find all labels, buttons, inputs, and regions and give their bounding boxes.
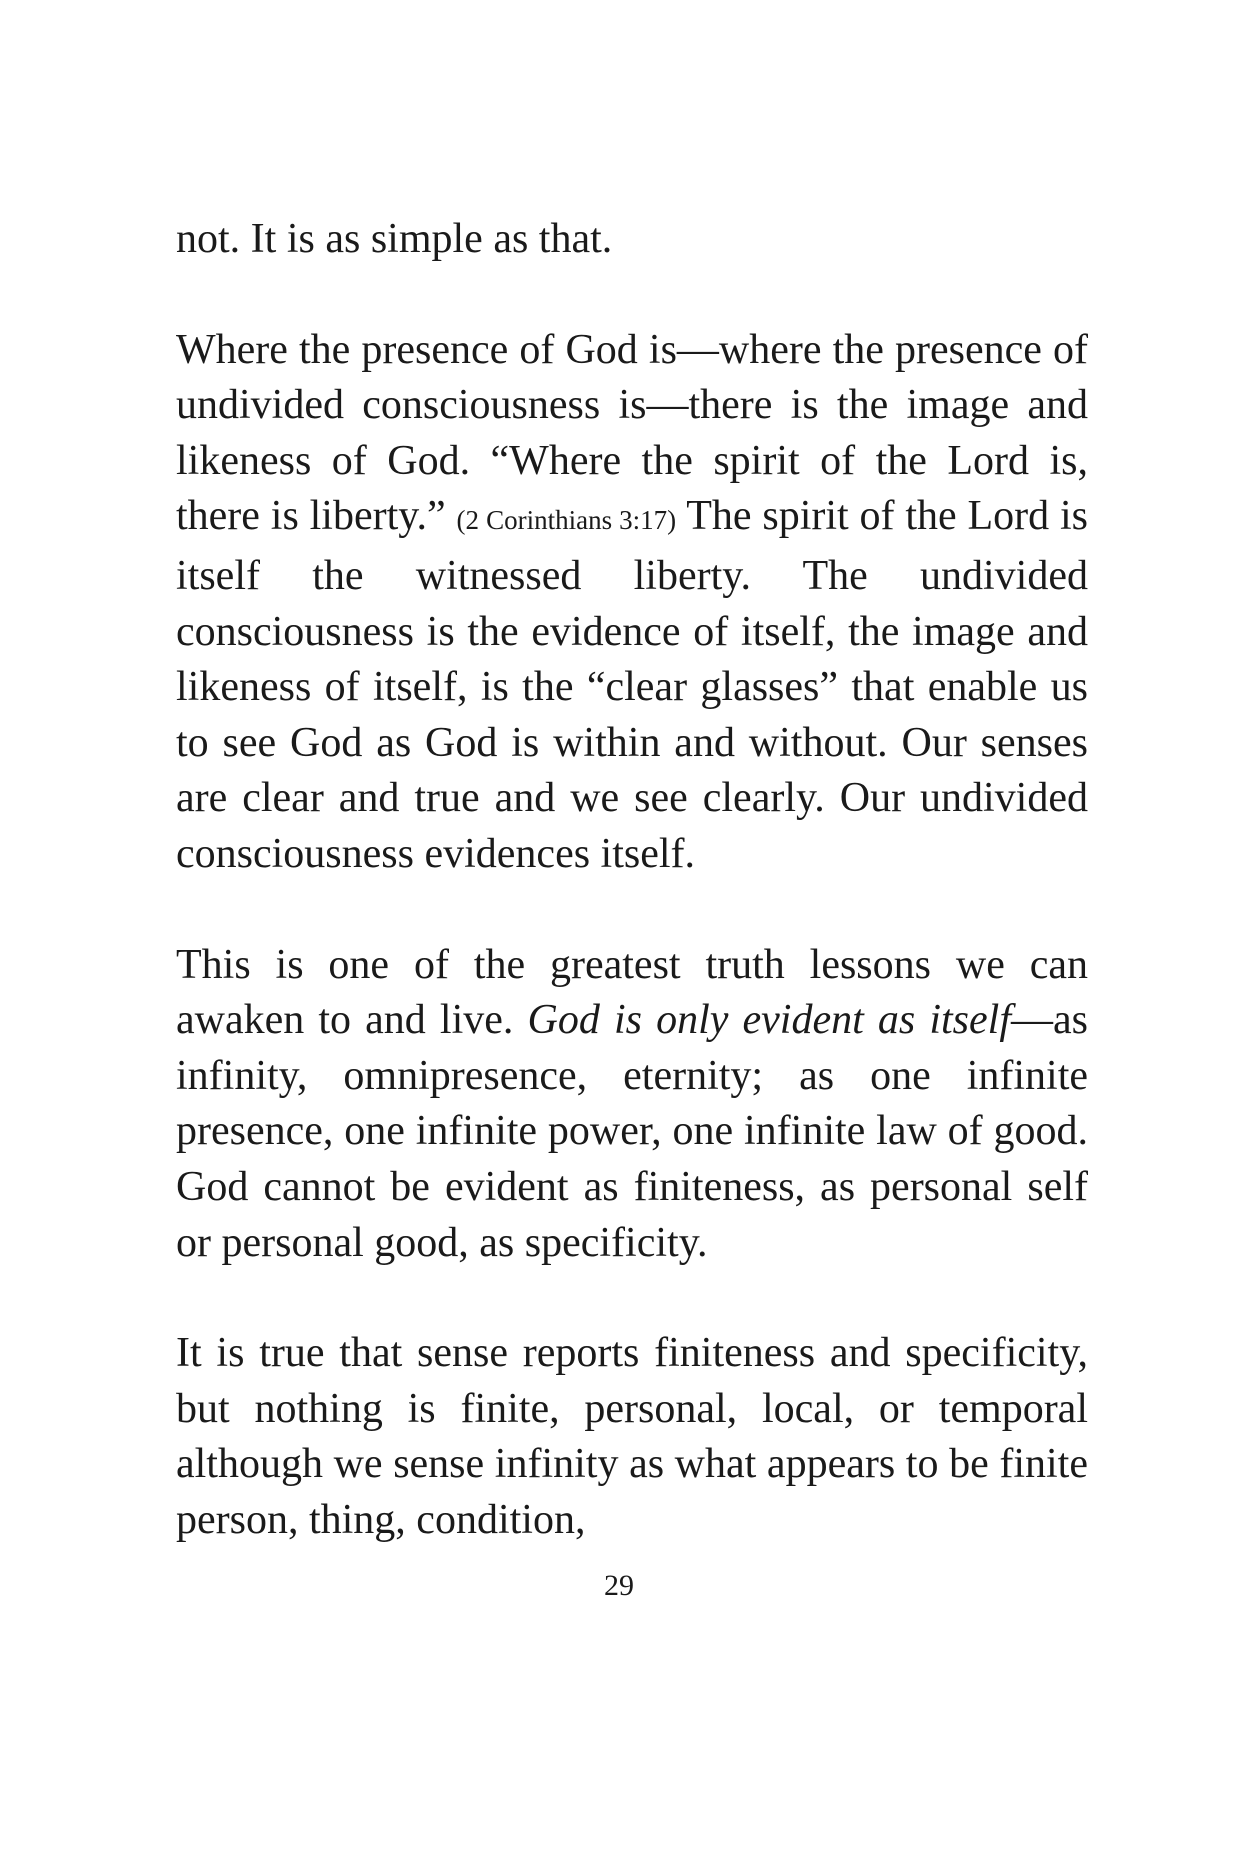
emphasized-phrase: God is only evident as itself: [527, 997, 1011, 1044]
paragraph-1-text: not. It is as simple as that.: [176, 216, 613, 262]
page-number: 29: [604, 1569, 634, 1602]
paragraph-4-text: It is true that sense reports finiteness and specificity, but nothing is finite, personal, local, or temporal although we sense infinity as what appears to be finite person, thing, condition,: [176, 1330, 1088, 1543]
paragraph-1: [176, 212, 1088, 268]
page-body: [176, 212, 1088, 1548]
paragraph-2-text-start: Where the presence of God is—where the presence of undivided consciousness is—there is the image and likeness of God. “Where the spirit of the Lord is, there is liberty.”: [176, 326, 1088, 540]
paragraph-4: [176, 1326, 1088, 1548]
paragraph-3-text-start: This is one of the greatest truth lessons we can awaken to and live.: [176, 941, 1088, 1044]
paragraph-3-text-end: —as infinity, omnipresence, eternity; as one infinite presence, one infinite power, one infinite law of good. God cannot be evident as finiteness, as personal self or personal good, as specificity.: [176, 997, 1088, 1266]
paragraph-3: [176, 938, 1088, 1272]
paragraph-2: [176, 323, 1088, 883]
paragraph-2-text-end: The spirit of the Lord is itself the witnessed liberty. The undivided consciousness is the evidence of itself, the image and likeness of itself, is the “clear glasses” that enable us to see God as God is within and without. Our senses are clear and true and we see clearly. Our undivided consciousness evidences itself.: [176, 493, 1089, 877]
scripture-citation: (2 Corinthians 3:17): [456, 505, 677, 536]
